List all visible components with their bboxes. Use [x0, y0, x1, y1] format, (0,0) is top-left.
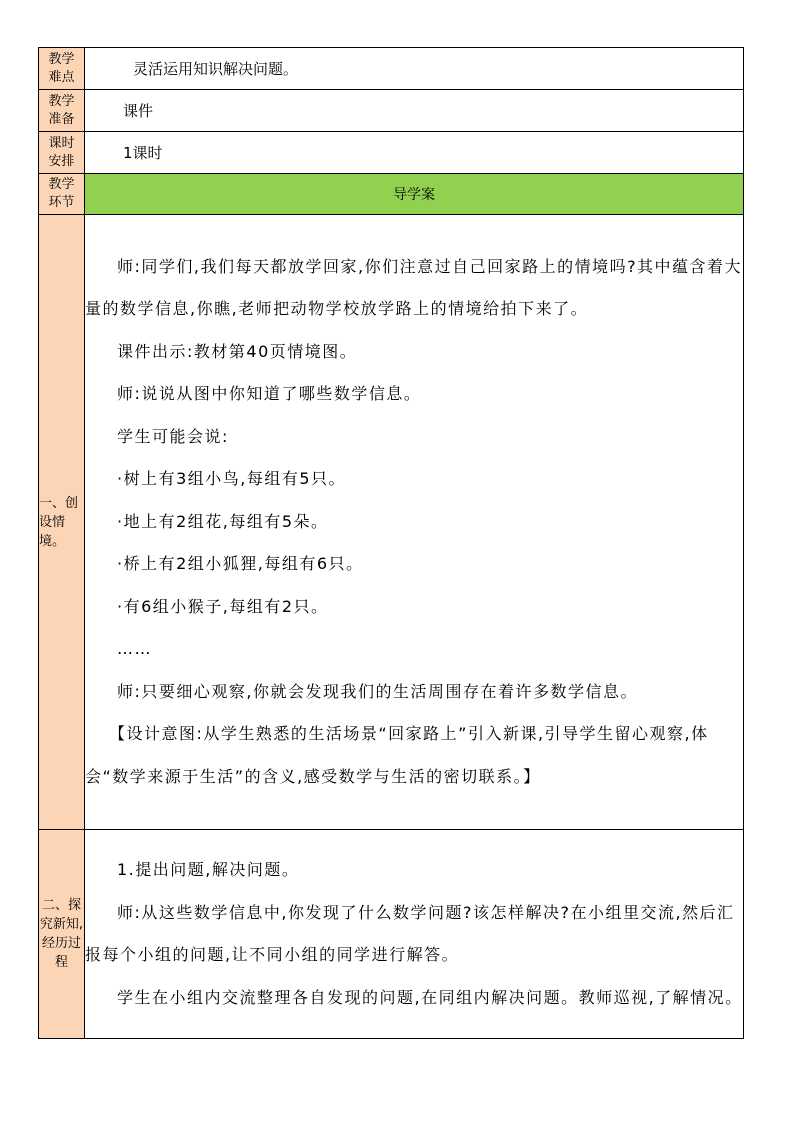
section-1-label: 一、创设情境。 — [39, 215, 85, 830]
row-stage — [39, 174, 744, 215]
label-line: 环节 — [48, 195, 75, 210]
list-item: ·桥上有2组小狐狸,每组有6只。 — [117, 554, 364, 574]
label-line: 教学 — [48, 177, 75, 192]
stage-header: 导学案 — [85, 174, 744, 215]
row-schedule — [39, 132, 744, 174]
schedule-content: 1课时 — [85, 132, 744, 174]
label-line: 安排 — [48, 153, 75, 169]
paragraph: 课件出示:教材第40页情境图。 — [117, 341, 358, 361]
paragraph: 师:同学们,我们每天都放学回家,你们注意过自己回家路上的情境吗?其中蕴含着大量的数学信息,你瞧,老师把动物学校放学路上的情境给拍下来了。 — [85, 256, 743, 319]
label-stage — [39, 174, 85, 215]
section-2-body — [85, 830, 744, 1039]
ellipsis: …… — [117, 639, 152, 659]
list-item: ·有6组小猴子,每组有2只。 — [117, 596, 329, 616]
row-section-1 — [39, 215, 744, 830]
paragraph: 师:说说从图中你知道了哪些数学信息。 — [117, 384, 422, 404]
section-1-body — [85, 215, 744, 830]
label-difficulty — [39, 48, 85, 90]
label-line: 教学 — [48, 93, 75, 109]
list-item: ·树上有3组小鸟,每组有5只。 — [117, 469, 347, 489]
design-intent: 【设计意图:从学生熟悉的生活场景“回家路上”引入新课,引导学生留心观察,体会“数学来源于生活”的含义,感受数学与生活的密切联系。】 — [85, 724, 709, 786]
label-line: 教学 — [48, 51, 75, 67]
paragraph: 1.提出问题,解决问题。 — [117, 860, 300, 879]
row-difficulty — [39, 48, 744, 90]
row-preparation — [39, 90, 744, 132]
label-schedule — [39, 132, 85, 174]
difficulty-content: 灵活运用知识解决问题。 — [85, 48, 744, 90]
label-line: 课时 — [48, 135, 75, 151]
label-line: 准备 — [48, 111, 75, 127]
paragraph: 学生可能会说: — [117, 426, 229, 446]
paragraph: 师:从这些数学信息中,你发现了什么数学问题?该怎样解决?在小组里交流,然后汇报每个小组的问题,让不同小组的同学进行解答。 — [85, 902, 735, 964]
paragraph: 师:只要细心观察,你就会发现我们的生活周围存在着许多数学信息。 — [117, 681, 638, 701]
paragraph: 学生在小组内交流整理各自发现的问题,在同组内解决问题。教师巡视,了解情况。 — [117, 987, 743, 1007]
lesson-plan-table — [38, 47, 744, 1039]
label-line: 难点 — [48, 69, 75, 85]
list-item: ·地上有2组花,每组有5朵。 — [117, 511, 329, 531]
label-preparation — [39, 90, 85, 132]
section-2-label: 二、探究新知,经历过程 — [39, 830, 85, 1039]
row-section-2 — [39, 830, 744, 1039]
preparation-content: 课件 — [85, 90, 744, 132]
